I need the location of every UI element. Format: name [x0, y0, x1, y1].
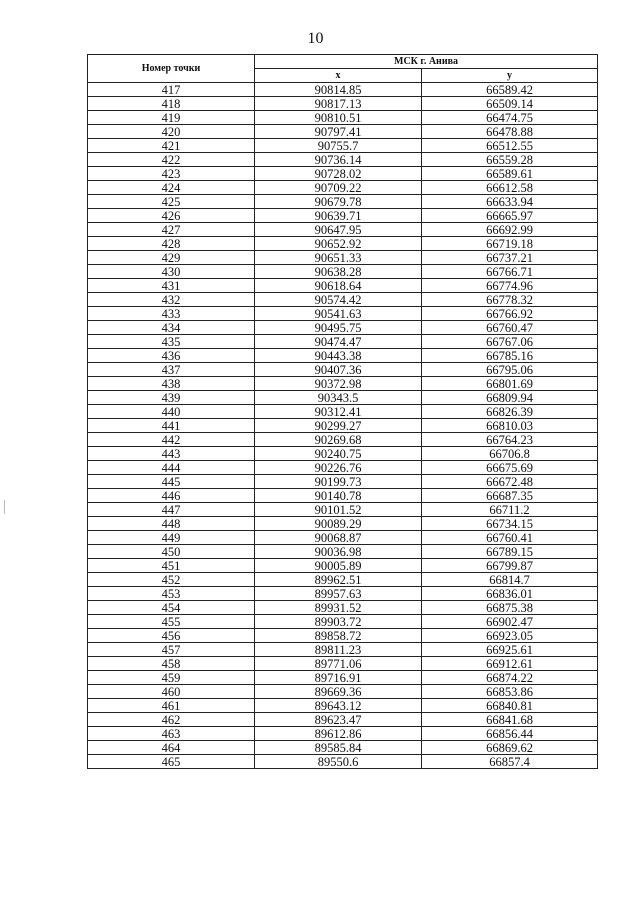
- x-coordinate-cell: 89623.47: [255, 713, 422, 727]
- table-row: [88, 251, 598, 265]
- x-coordinate-cell: 89669.36: [255, 685, 422, 699]
- x-coordinate-cell: 90005.89: [255, 559, 422, 573]
- x-coordinate-cell: 90443.38: [255, 349, 422, 363]
- point-number-cell: 432: [88, 293, 255, 307]
- table-row: [88, 167, 598, 181]
- table-row: [88, 279, 598, 293]
- y-coordinate-cell: 66778.32: [422, 293, 598, 307]
- x-coordinate-cell: 90312.41: [255, 405, 422, 419]
- x-coordinate-cell: 89585.84: [255, 741, 422, 755]
- y-coordinate-cell: 66785.16: [422, 349, 598, 363]
- table-row: [88, 559, 598, 573]
- y-coordinate-cell: 66559.28: [422, 153, 598, 167]
- y-coordinate-cell: 66665.97: [422, 209, 598, 223]
- y-coordinate-cell: 66814.7: [422, 573, 598, 587]
- table-row: [88, 391, 598, 405]
- x-coordinate-cell: 90638.28: [255, 265, 422, 279]
- x-coordinate-cell: 90372.98: [255, 377, 422, 391]
- table-row: [88, 97, 598, 111]
- point-number-cell: 430: [88, 265, 255, 279]
- y-coordinate-cell: 66478.88: [422, 125, 598, 139]
- y-coordinate-cell: 66826.39: [422, 405, 598, 419]
- y-coordinate-cell: 66766.92: [422, 307, 598, 321]
- y-coordinate-cell: 66810.03: [422, 419, 598, 433]
- table-row: [88, 643, 598, 657]
- y-coordinate-cell: 66675.69: [422, 461, 598, 475]
- point-number-cell: 439: [88, 391, 255, 405]
- x-coordinate-cell: 89858.72: [255, 629, 422, 643]
- table-row: [88, 237, 598, 251]
- point-number-cell: 440: [88, 405, 255, 419]
- x-coordinate-cell: 90299.27: [255, 419, 422, 433]
- y-coordinate-cell: 66719.18: [422, 237, 598, 251]
- point-number-cell: 462: [88, 713, 255, 727]
- table-row: [88, 139, 598, 153]
- point-number-cell: 458: [88, 657, 255, 671]
- x-coordinate-cell: 89612.86: [255, 727, 422, 741]
- y-coordinate-cell: 66869.62: [422, 741, 598, 755]
- point-number-cell: 455: [88, 615, 255, 629]
- header-point-number: Номер точки: [88, 55, 255, 83]
- x-coordinate-cell: 90651.33: [255, 251, 422, 265]
- point-number-cell: 453: [88, 587, 255, 601]
- point-number-cell: 442: [88, 433, 255, 447]
- table-row: [88, 741, 598, 755]
- point-number-cell: 438: [88, 377, 255, 391]
- point-number-cell: 431: [88, 279, 255, 293]
- y-coordinate-cell: 66737.21: [422, 251, 598, 265]
- table-row: [88, 321, 598, 335]
- y-coordinate-cell: 66764.23: [422, 433, 598, 447]
- header-y: y: [422, 69, 598, 83]
- point-number-cell: 460: [88, 685, 255, 699]
- header-row-top: [88, 55, 598, 69]
- point-number-cell: 436: [88, 349, 255, 363]
- table-row: [88, 475, 598, 489]
- y-coordinate-cell: 66734.15: [422, 517, 598, 531]
- point-number-cell: 452: [88, 573, 255, 587]
- x-coordinate-cell: 89962.51: [255, 573, 422, 587]
- table-row: [88, 531, 598, 545]
- table-row: [88, 671, 598, 685]
- table-row: [88, 447, 598, 461]
- y-coordinate-cell: 66512.55: [422, 139, 598, 153]
- x-coordinate-cell: 90652.92: [255, 237, 422, 251]
- scan-mark: [4, 500, 5, 514]
- x-coordinate-cell: 90647.95: [255, 223, 422, 237]
- point-number-cell: 461: [88, 699, 255, 713]
- point-number-cell: 457: [88, 643, 255, 657]
- y-coordinate-cell: 66840.81: [422, 699, 598, 713]
- table-row: [88, 153, 598, 167]
- point-number-cell: 449: [88, 531, 255, 545]
- point-number-cell: 445: [88, 475, 255, 489]
- x-coordinate-cell: 90797.41: [255, 125, 422, 139]
- table-row: [88, 293, 598, 307]
- y-coordinate-cell: 66875.38: [422, 601, 598, 615]
- x-coordinate-cell: 90810.51: [255, 111, 422, 125]
- header-coordinate-system: МСК г. Анива: [255, 55, 598, 69]
- x-coordinate-cell: 90495.75: [255, 321, 422, 335]
- x-coordinate-cell: 90407.36: [255, 363, 422, 377]
- table-row: [88, 223, 598, 237]
- y-coordinate-cell: 66633.94: [422, 195, 598, 209]
- y-coordinate-cell: 66912.61: [422, 657, 598, 671]
- y-coordinate-cell: 66589.61: [422, 167, 598, 181]
- point-number-cell: 451: [88, 559, 255, 573]
- point-number-cell: 424: [88, 181, 255, 195]
- table-row: [88, 713, 598, 727]
- x-coordinate-cell: 90036.98: [255, 545, 422, 559]
- x-coordinate-cell: 90089.29: [255, 517, 422, 531]
- x-coordinate-cell: 89771.06: [255, 657, 422, 671]
- point-number-cell: 454: [88, 601, 255, 615]
- point-number-cell: 456: [88, 629, 255, 643]
- x-coordinate-cell: 90474.47: [255, 335, 422, 349]
- x-coordinate-cell: 90199.73: [255, 475, 422, 489]
- y-coordinate-cell: 66774.96: [422, 279, 598, 293]
- x-coordinate-cell: 89957.63: [255, 587, 422, 601]
- point-number-cell: 421: [88, 139, 255, 153]
- y-coordinate-cell: 66760.47: [422, 321, 598, 335]
- point-number-cell: 429: [88, 251, 255, 265]
- point-number-cell: 463: [88, 727, 255, 741]
- x-coordinate-cell: 89931.52: [255, 601, 422, 615]
- table-row: [88, 265, 598, 279]
- y-coordinate-cell: 66692.99: [422, 223, 598, 237]
- y-coordinate-cell: 66836.01: [422, 587, 598, 601]
- x-coordinate-cell: 90343.5: [255, 391, 422, 405]
- point-number-cell: 418: [88, 97, 255, 111]
- x-coordinate-cell: 89716.91: [255, 671, 422, 685]
- y-coordinate-cell: 66589.42: [422, 83, 598, 97]
- y-coordinate-cell: 66923.05: [422, 629, 598, 643]
- table-row: [88, 727, 598, 741]
- point-number-cell: 423: [88, 167, 255, 181]
- point-number-cell: 459: [88, 671, 255, 685]
- table-row: [88, 601, 598, 615]
- table-header: [88, 55, 598, 83]
- x-coordinate-cell: 90240.75: [255, 447, 422, 461]
- y-coordinate-cell: 66687.35: [422, 489, 598, 503]
- y-coordinate-cell: 66841.68: [422, 713, 598, 727]
- x-coordinate-cell: 90709.22: [255, 181, 422, 195]
- point-number-cell: 443: [88, 447, 255, 461]
- table-row: [88, 181, 598, 195]
- x-coordinate-cell: 90226.76: [255, 461, 422, 475]
- point-number-cell: 437: [88, 363, 255, 377]
- y-coordinate-cell: 66509.14: [422, 97, 598, 111]
- table-row: [88, 307, 598, 321]
- table-row: [88, 517, 598, 531]
- y-coordinate-cell: 66799.87: [422, 559, 598, 573]
- table-row: [88, 503, 598, 517]
- table-row: [88, 657, 598, 671]
- table-row: [88, 335, 598, 349]
- x-coordinate-cell: 89903.72: [255, 615, 422, 629]
- y-coordinate-cell: 66474.75: [422, 111, 598, 125]
- point-number-cell: 417: [88, 83, 255, 97]
- y-coordinate-cell: 66853.86: [422, 685, 598, 699]
- x-coordinate-cell: 90679.78: [255, 195, 422, 209]
- x-coordinate-cell: 90068.87: [255, 531, 422, 545]
- point-number-cell: 419: [88, 111, 255, 125]
- x-coordinate-cell: 90814.85: [255, 83, 422, 97]
- table-row: [88, 573, 598, 587]
- table-row: [88, 349, 598, 363]
- point-number-cell: 444: [88, 461, 255, 475]
- table-row: [88, 419, 598, 433]
- point-number-cell: 435: [88, 335, 255, 349]
- point-number-cell: 441: [88, 419, 255, 433]
- table-row: [88, 195, 598, 209]
- x-coordinate-cell: 90817.13: [255, 97, 422, 111]
- coordinates-table-wrapper: [87, 54, 597, 769]
- y-coordinate-cell: 66925.61: [422, 643, 598, 657]
- x-coordinate-cell: 90101.52: [255, 503, 422, 517]
- table-row: [88, 83, 598, 97]
- x-coordinate-cell: 90728.02: [255, 167, 422, 181]
- y-coordinate-cell: 66874.22: [422, 671, 598, 685]
- table-row: [88, 377, 598, 391]
- point-number-cell: 446: [88, 489, 255, 503]
- table-row: [88, 489, 598, 503]
- x-coordinate-cell: 90541.63: [255, 307, 422, 321]
- table-row: [88, 699, 598, 713]
- table-row: [88, 629, 598, 643]
- point-number-cell: 447: [88, 503, 255, 517]
- y-coordinate-cell: 66711.2: [422, 503, 598, 517]
- y-coordinate-cell: 66766.71: [422, 265, 598, 279]
- y-coordinate-cell: 66706.8: [422, 447, 598, 461]
- point-number-cell: 425: [88, 195, 255, 209]
- y-coordinate-cell: 66672.48: [422, 475, 598, 489]
- y-coordinate-cell: 66857.4: [422, 755, 598, 769]
- x-coordinate-cell: 89643.12: [255, 699, 422, 713]
- y-coordinate-cell: 66809.94: [422, 391, 598, 405]
- table-body: [88, 83, 598, 769]
- y-coordinate-cell: 66801.69: [422, 377, 598, 391]
- point-number-cell: 428: [88, 237, 255, 251]
- coordinates-table: [87, 54, 598, 769]
- x-coordinate-cell: 90639.71: [255, 209, 422, 223]
- table-row: [88, 615, 598, 629]
- point-number-cell: 426: [88, 209, 255, 223]
- point-number-cell: 465: [88, 755, 255, 769]
- table-row: [88, 685, 598, 699]
- point-number-cell: 464: [88, 741, 255, 755]
- point-number-cell: 448: [88, 517, 255, 531]
- x-coordinate-cell: 90269.68: [255, 433, 422, 447]
- x-coordinate-cell: 90140.78: [255, 489, 422, 503]
- table-row: [88, 545, 598, 559]
- table-row: [88, 755, 598, 769]
- x-coordinate-cell: 90755.7: [255, 139, 422, 153]
- table-row: [88, 461, 598, 475]
- table-row: [88, 433, 598, 447]
- table-row: [88, 405, 598, 419]
- x-coordinate-cell: 89811.23: [255, 643, 422, 657]
- x-coordinate-cell: 90574.42: [255, 293, 422, 307]
- y-coordinate-cell: 66795.06: [422, 363, 598, 377]
- table-row: [88, 363, 598, 377]
- header-x: x: [255, 69, 422, 83]
- x-coordinate-cell: 89550.6: [255, 755, 422, 769]
- x-coordinate-cell: 90736.14: [255, 153, 422, 167]
- y-coordinate-cell: 66612.58: [422, 181, 598, 195]
- table-row: [88, 587, 598, 601]
- table-row: [88, 111, 598, 125]
- x-coordinate-cell: 90618.64: [255, 279, 422, 293]
- point-number-cell: 450: [88, 545, 255, 559]
- point-number-cell: 422: [88, 153, 255, 167]
- point-number-cell: 434: [88, 321, 255, 335]
- y-coordinate-cell: 66789.15: [422, 545, 598, 559]
- point-number-cell: 433: [88, 307, 255, 321]
- y-coordinate-cell: 66856.44: [422, 727, 598, 741]
- y-coordinate-cell: 66760.41: [422, 531, 598, 545]
- y-coordinate-cell: 66902.47: [422, 615, 598, 629]
- y-coordinate-cell: 66767.06: [422, 335, 598, 349]
- table-row: [88, 125, 598, 139]
- page-number: 10: [307, 30, 324, 47]
- point-number-cell: 427: [88, 223, 255, 237]
- point-number-cell: 420: [88, 125, 255, 139]
- table-row: [88, 209, 598, 223]
